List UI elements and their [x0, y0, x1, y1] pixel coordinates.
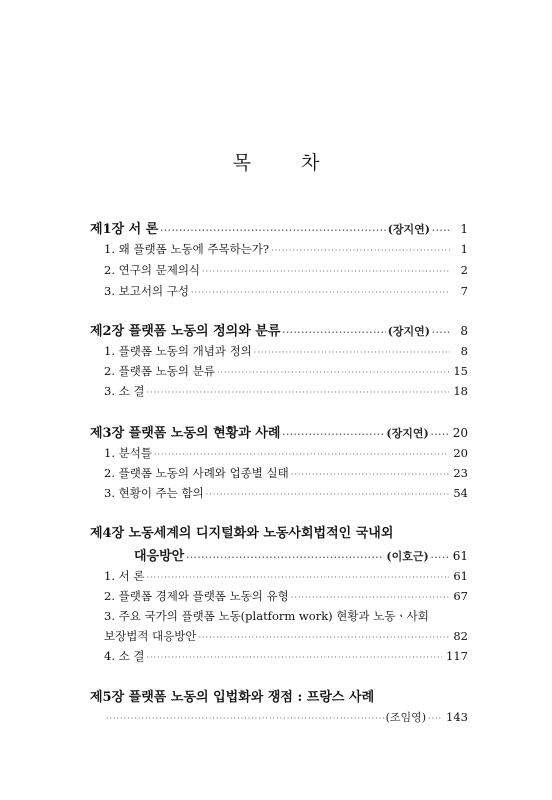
dot-leader	[291, 470, 450, 479]
chapter-4-title-line2: 대응방안	[134, 549, 185, 564]
section-2-3-title: 3. 소 결	[104, 384, 145, 398]
chapter-4-title-line1[interactable]: 제4장 노동세계의 디지털화와 노동사회법적인 국내외	[90, 526, 394, 541]
section-1-2-entry[interactable]	[90, 262, 468, 278]
section-1-2-title: 2. 연구의 문제의식	[104, 263, 201, 277]
section-4-3-title-line2: 보장법적 대응방안	[104, 629, 197, 643]
dot-leader	[271, 246, 450, 255]
section-2-1-page: 8	[460, 344, 468, 358]
dot-leader	[191, 288, 450, 297]
chapter-1-author: (장지연)	[387, 223, 430, 236]
section-2-3-entry[interactable]	[90, 383, 468, 399]
dot-leader	[431, 552, 449, 562]
section-2-1-entry[interactable]	[90, 343, 468, 359]
dot-leader	[147, 653, 443, 662]
section-2-3-page: 18	[453, 384, 468, 398]
section-3-1-title: 1. 분석틀	[104, 446, 152, 460]
dot-leader	[254, 348, 450, 357]
section-3-2-page: 23	[453, 466, 468, 480]
dot-leader	[199, 633, 450, 642]
chapter-4-entry[interactable]	[134, 545, 468, 564]
dot-leader	[217, 368, 450, 377]
section-4-3-entry[interactable]	[90, 628, 468, 644]
section-4-3-page: 82	[453, 629, 468, 643]
dot-leader	[206, 490, 450, 499]
dot-leader	[186, 552, 384, 562]
chapter-4-author: (이호근)	[386, 550, 429, 563]
section-4-4-page: 117	[446, 649, 468, 663]
section-3-2-entry[interactable]	[90, 465, 468, 481]
dot-leader	[202, 267, 450, 276]
dot-leader	[147, 388, 450, 397]
section-3-1-page: 20	[453, 446, 468, 460]
dot-leader	[432, 327, 450, 337]
dot-leader	[432, 225, 450, 235]
section-1-3-title: 3. 보고서의 구성	[104, 284, 189, 298]
dot-leader	[154, 450, 449, 459]
section-1-3-page: 7	[460, 284, 468, 298]
section-1-3-entry[interactable]	[90, 283, 468, 299]
chapter-3-title: 제3장 플랫폼 노동의 현황과 사례	[90, 426, 281, 441]
chapter-3-entry[interactable]	[90, 422, 468, 441]
chapter-1-title: 제1장 서 론	[90, 222, 159, 237]
chapter-5-author: (조임영)	[385, 711, 427, 724]
section-4-1-page: 61	[453, 569, 468, 583]
dot-leader	[106, 714, 384, 723]
section-3-2-title: 2. 플랫폼 노동의 사례와 업종별 실태	[104, 466, 289, 480]
section-2-2-page: 15	[453, 364, 468, 378]
section-4-4-entry[interactable]	[90, 648, 468, 664]
chapter-4-page: 61	[452, 549, 468, 563]
section-4-2-title: 2. 플랫폼 경제와 플랫폼 노동의 유형	[104, 589, 289, 603]
dot-leader	[160, 225, 385, 235]
chapter-2-author: (장지연)	[387, 325, 430, 338]
section-1-2-page: 2	[460, 263, 468, 277]
section-3-3-page: 54	[453, 486, 468, 500]
chapter-2-page: 8	[460, 324, 468, 338]
dot-leader	[282, 429, 384, 439]
section-2-1-title: 1. 플랫폼 노동의 개념과 정의	[104, 344, 252, 358]
dot-leader	[282, 327, 385, 337]
section-4-4-title: 4. 소 결	[104, 649, 145, 663]
section-1-1-title: 1. 왜 플랫폼 노동에 주목하는가?	[104, 242, 270, 256]
dot-leader	[147, 573, 450, 582]
chapter-5-entry[interactable]	[90, 709, 468, 725]
dot-leader	[428, 714, 442, 723]
section-4-2-entry[interactable]	[90, 588, 468, 604]
section-2-2-title: 2. 플랫폼 노동의 분류	[104, 364, 215, 378]
chapter-5-page: 143	[446, 710, 468, 724]
section-4-2-page: 67	[453, 589, 468, 603]
chapter-2-title: 제2장 플랫폼 노동의 정의와 분류	[90, 324, 281, 339]
chapter-1-page: 1	[460, 222, 468, 236]
section-2-2-entry[interactable]	[90, 363, 468, 379]
section-3-1-entry[interactable]	[90, 445, 468, 461]
chapter-1-entry[interactable]	[90, 218, 468, 237]
dot-leader	[431, 429, 449, 439]
section-1-1-entry[interactable]	[90, 241, 468, 257]
section-4-3-entry-line1[interactable]	[90, 608, 468, 624]
dot-leader	[291, 593, 450, 602]
toc-title: 목 차	[232, 152, 342, 174]
chapter-2-entry[interactable]	[90, 320, 468, 339]
section-3-3-entry[interactable]	[90, 485, 468, 501]
chapter-3-author: (장지연)	[386, 427, 429, 440]
section-4-1-entry[interactable]	[90, 568, 468, 584]
section-4-1-title: 1. 서 론	[104, 569, 145, 583]
chapter-3-page: 20	[452, 426, 468, 440]
chapter-5-title[interactable]: 제5장 플랫폼 노동의 입법화와 쟁점 : 프랑스 사례	[90, 690, 375, 705]
section-4-3-title-line1: 3. 주요 국가의 플랫폼 노동(platform work) 현황과 노동ㆍ사회	[104, 609, 429, 623]
section-1-1-page: 1	[460, 242, 468, 256]
section-3-3-title: 3. 현황이 주는 함의	[104, 486, 204, 500]
